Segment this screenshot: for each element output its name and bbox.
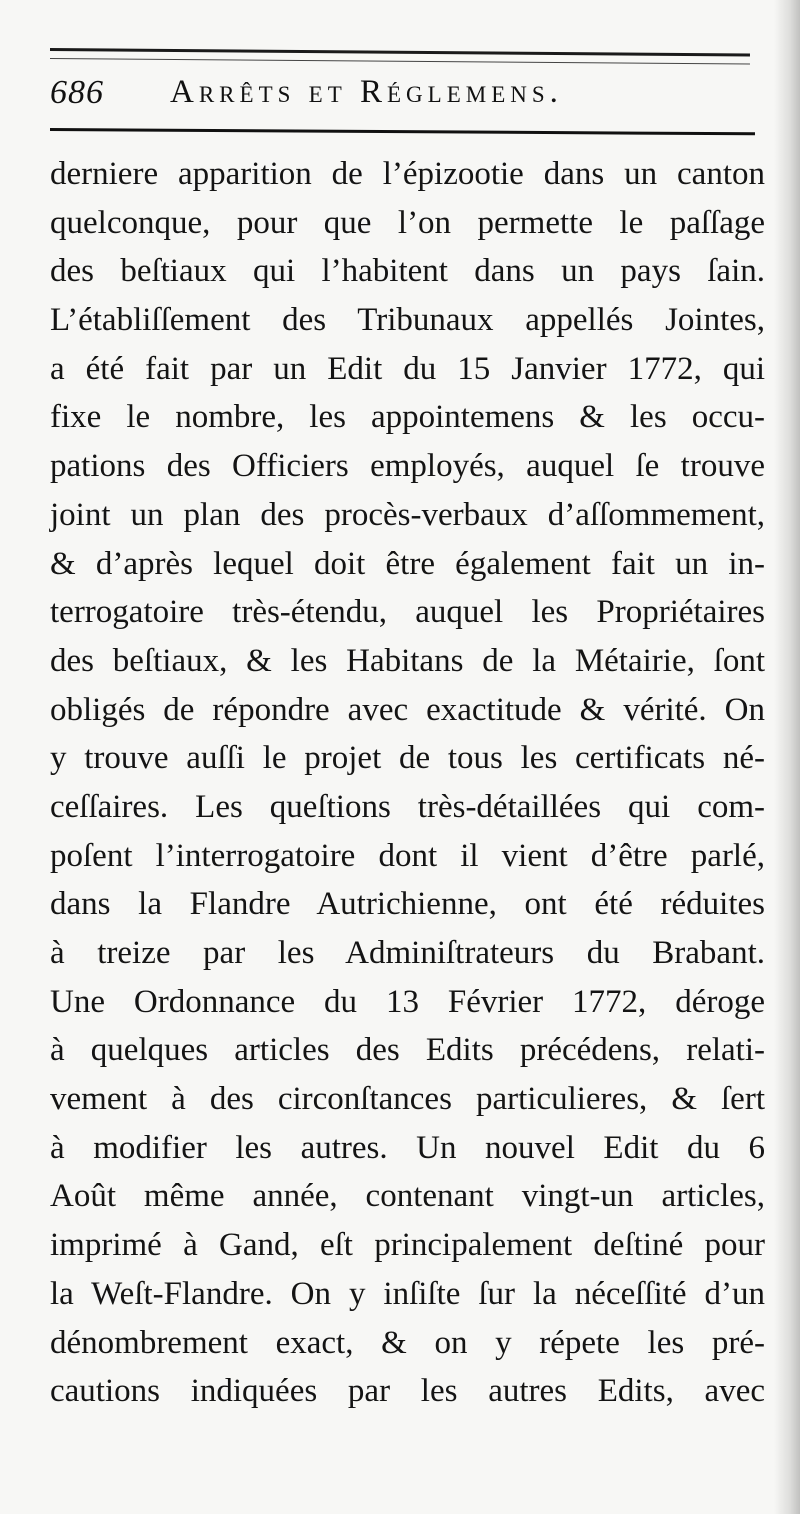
text-line: imprimé à Gand, eſt principalement deſtiné pour (50, 1227, 765, 1264)
running-title: Arrêts et Réglemens. (170, 74, 563, 110)
text-line: pations des Officiers employés, auquel ſe trouve (50, 448, 765, 485)
header-rule (50, 128, 755, 135)
text-line: derniere apparition de l’épizootie dans un canton (50, 156, 765, 192)
text-line: a été fait par un Edit du 15 Janvier 1772, qui (50, 350, 765, 387)
text-line: L’établiſſement des Tribunaux appellés Jointes, (50, 302, 765, 339)
text-line: des beſtiaux, & les Habitans de la Métairie, ſont (50, 642, 765, 679)
top-border-thin-rule (50, 58, 750, 64)
text-line: ceſſaires. Les queſtions très-détaillées qui com- (50, 788, 765, 825)
text-line: & d’après lequel doit être également fait un in- (50, 545, 765, 582)
text-line: des beſtiaux qui l’habitent dans un pays ſain. (50, 253, 765, 290)
text-line: fixe le nombre, les appointemens & les occu- (50, 399, 765, 436)
text-line: cautions indiquées par les autres Edits, avec (50, 1373, 765, 1410)
text-line: vement à des circonſtances particulieres, & ſert (50, 1081, 765, 1118)
body-paragraph (50, 150, 765, 1416)
top-border-rule (50, 48, 750, 56)
text-line: joint un plan des procès-verbaux d’aſſommement, (50, 496, 765, 533)
page-number: 686 (50, 74, 104, 111)
text-line: poſent l’interrogatoire dont il vient d’être parlé, (50, 837, 765, 874)
text-line: Une Ordonnance du 13 Février 1772, déroge (50, 983, 765, 1020)
text-line: y trouve auſſi le projet de tous les certificats né- (50, 740, 765, 777)
text-line: à quelques articles des Edits précédens, relati- (50, 1032, 765, 1069)
text-line: obligés de répondre avec exactitude & vérité. On (50, 691, 765, 728)
page-gutter-shadow (774, 0, 800, 1514)
text-line: dénombrement exact, & on y répete les pré- (50, 1324, 765, 1361)
text-line: terrogatoire très-étendu, auquel les Propriétaires (50, 594, 765, 631)
text-line: quelconque, pour que l’on permette le paſſage (50, 204, 765, 241)
text-line: Août même année, contenant vingt-un articles, (50, 1178, 765, 1215)
text-line: la Weſt-Flandre. On y inſiſte ſur la néceſſité d’un (50, 1275, 765, 1312)
text-line: dans la Flandre Autrichienne, ont été réduites (50, 886, 765, 923)
running-header (50, 72, 750, 122)
text-line: à modifier les autres. Un nouvel Edit du 6 (50, 1129, 765, 1166)
text-line: à treize par les Adminiſtrateurs du Brabant. (50, 935, 765, 971)
